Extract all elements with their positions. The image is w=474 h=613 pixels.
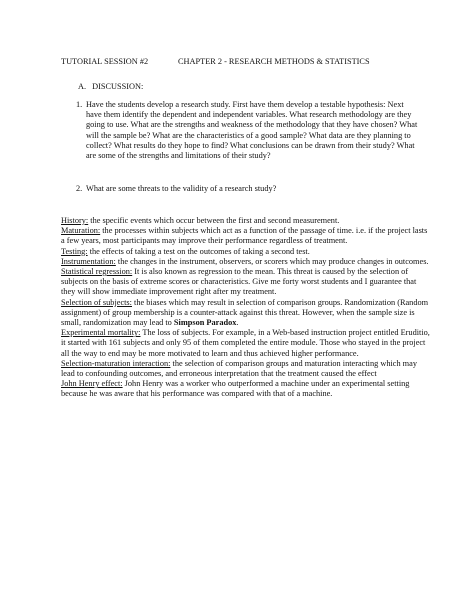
- page-header: [61, 57, 434, 69]
- threat-item-john-henry: [61, 379, 431, 399]
- threat-item-selection-maturation: [61, 359, 431, 379]
- threat-term: Experimental mortality:: [61, 328, 141, 338]
- chapter-title: CHAPTER 2 - RESEARCH METHODS & STATISTICS: [178, 57, 370, 66]
- section-label: A.: [78, 82, 87, 91]
- session-title: TUTORIAL SESSION #2: [61, 57, 149, 66]
- threat-item-statistical-regression: [61, 267, 431, 298]
- threat-term: Testing:: [61, 246, 88, 256]
- threat-item-selection-of-subjects: [61, 298, 431, 329]
- validity-threats-list: [61, 216, 431, 400]
- threat-item-experimental-mortality: [61, 328, 431, 359]
- threat-description-end: .: [236, 318, 239, 328]
- threat-term: Selection of subjects:: [61, 297, 132, 307]
- threat-description: the effects of taking a test on the outcomes of taking a second test.: [87, 246, 310, 256]
- threat-term: Maturation:: [61, 226, 101, 236]
- threat-item-history: [61, 216, 431, 226]
- threat-item-instrumentation: [61, 257, 431, 267]
- question-number: 1.: [76, 100, 83, 109]
- discussion-heading: [78, 82, 143, 92]
- threat-description: the changes in the instrument, observers, or scorers which may produce changes in outcomes.: [115, 256, 429, 266]
- threat-description: the processes within subjects which act as a function of the passage of time. i.e. if the project lasts a few years, most participants may improve their performance regardless of treatment.: [61, 226, 428, 246]
- threat-description: The loss of subjects. For example, in a Web-based instruction project entitled Eruditio, it started with 161 subjects and only 95 of them completed the entire module. Those who stayed in the project all the way to end may be more motivated to learn and thus achieved higher performance.: [61, 328, 430, 358]
- question-text: Have the students develop a research study. First have them develop a testable hypothesis: Next have them identify the dependent and independent variables. What research methodology are they going to use. What are the strengths and weakness of the methodology that they have chosen? What will the sample be? What are the characteristics of a good sample? What data are they planning to collect? What results do they hope to find? What conclusions can be drawn from their study? What are some of the strengths and limitations of their study?: [86, 100, 418, 161]
- question-number: 2.: [76, 184, 83, 193]
- threat-description: the specific events which occur between the first and second measurement.: [88, 216, 340, 225]
- question-item: [76, 184, 420, 194]
- question-item: [76, 100, 420, 161]
- section-title: DISCUSSION:: [92, 82, 144, 91]
- threat-description: It is also known as regression to the mean. This threat is caused by the selection of subjects on the basis of extreme scores or characteristics. Give me forty worst students and I guarantee that they will show immediate improvement right after my treatment.: [61, 267, 417, 297]
- threat-description: the selection of comparison groups and maturation interacting which may lead to confounding outcomes, and erroneous interpretation that the treatment caused the effect: [61, 358, 417, 379]
- threat-term: John Henry effect:: [61, 379, 123, 389]
- bold-term: Simpson Paradox: [173, 318, 237, 328]
- threat-description: John Henry was a worker who outperformed a machine under an experimental setting because he was aware that his performance was compared with that of a machine.: [61, 379, 410, 399]
- threat-term: Selection-maturation interaction:: [61, 358, 171, 368]
- question-text: What are some threats to the validity of a research study?: [86, 184, 277, 193]
- threat-term: Statistical regression:: [61, 267, 133, 277]
- threat-item-maturation: [61, 226, 431, 246]
- threat-item-testing: [61, 247, 431, 257]
- threat-term: History:: [61, 216, 89, 225]
- threat-description: the biases which may result in selection of comparison groups. Randomization (Random assignment) of group membership is a counter-attack against this threat. However, when the sample size is small, randomization may lead to: [61, 297, 429, 328]
- threat-term: Instrumentation:: [61, 256, 116, 266]
